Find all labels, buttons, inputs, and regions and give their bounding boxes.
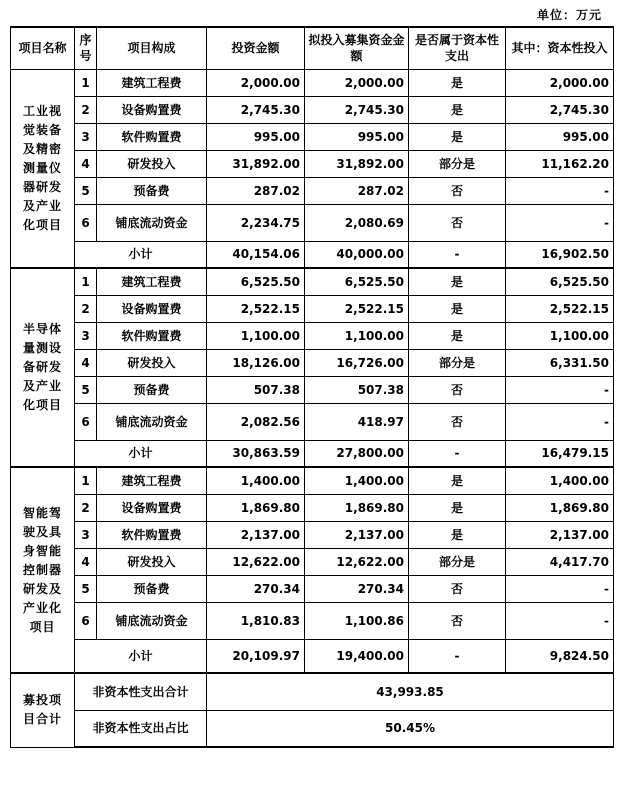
subtotal-label: 小计 [75,241,207,268]
row-capital: 否 [409,575,506,602]
row-investment: 2,745.30 [207,96,305,123]
header-seq: 序号 [75,27,97,69]
header-composition: 项目构成 [97,27,207,69]
row-seq: 1 [75,69,97,96]
row-item: 铺底流动资金 [97,204,207,241]
row-raised: 2,080.69 [305,204,409,241]
table-row [11,96,614,123]
table-row [11,204,614,241]
row-item: 软件购置费 [97,521,207,548]
row-capital-amount: - [506,575,614,602]
summary-total-label: 非资本性支出合计 [75,673,207,710]
row-investment: 507.38 [207,376,305,403]
row-capital-amount: - [506,403,614,440]
row-capital-amount: 2,745.30 [506,96,614,123]
row-seq: 4 [75,349,97,376]
row-seq: 6 [75,204,97,241]
row-raised: 2,137.00 [305,521,409,548]
row-investment: 2,082.56 [207,403,305,440]
row-raised: 1,400.00 [305,467,409,494]
row-seq: 4 [75,150,97,177]
row-capital-amount: 1,869.80 [506,494,614,521]
row-item: 设备购置费 [97,96,207,123]
row-item: 研发投入 [97,150,207,177]
row-capital: 是 [409,322,506,349]
row-capital-amount: - [506,204,614,241]
row-raised: 1,100.86 [305,602,409,639]
row-seq: 5 [75,575,97,602]
subtotal-row [11,639,614,673]
row-capital-amount: 1,400.00 [506,467,614,494]
row-seq: 2 [75,295,97,322]
subtotal-label: 小计 [75,440,207,467]
project-name: 智能驾驶及具身智能控制器研发及产业化项目 [11,467,75,673]
row-item: 研发投入 [97,548,207,575]
row-capital-amount: 995.00 [506,123,614,150]
header-capital: 是否属于资本性支出 [409,27,506,69]
row-seq: 3 [75,322,97,349]
row-investment: 1,869.80 [207,494,305,521]
row-capital-amount: 2,137.00 [506,521,614,548]
row-capital: 否 [409,376,506,403]
row-capital-amount: - [506,376,614,403]
subtotal-raised: 27,800.00 [305,440,409,467]
summary-total-value: 43,993.85 [207,673,614,710]
row-seq: 5 [75,177,97,204]
row-item: 设备购置费 [97,494,207,521]
row-raised: 418.97 [305,403,409,440]
row-item: 建筑工程费 [97,69,207,96]
row-seq: 3 [75,521,97,548]
subtotal-capital: - [409,639,506,673]
row-raised: 287.02 [305,177,409,204]
investment-table [10,26,614,748]
row-item: 预备费 [97,575,207,602]
row-item: 预备费 [97,177,207,204]
table-row [11,123,614,150]
table-row [11,150,614,177]
row-capital: 否 [409,177,506,204]
row-capital-amount: 2,522.15 [506,295,614,322]
row-item: 预备费 [97,376,207,403]
row-item: 研发投入 [97,349,207,376]
table-row [11,575,614,602]
summary-ratio-label: 非资本性支出占比 [75,710,207,747]
summary-ratio-value: 50.45% [207,710,614,747]
header-investment: 投资金额 [207,27,305,69]
subtotal-raised: 19,400.00 [305,639,409,673]
subtotal-investment: 40,154.06 [207,241,305,268]
row-capital: 是 [409,295,506,322]
row-capital-amount: 6,331.50 [506,349,614,376]
row-capital: 是 [409,96,506,123]
unit-label: 单位：万元 [536,8,602,22]
subtotal-investment: 30,863.59 [207,440,305,467]
row-seq: 2 [75,96,97,123]
row-investment: 6,525.50 [207,268,305,295]
table-row [11,322,614,349]
subtotal-capital: - [409,241,506,268]
row-raised: 2,000.00 [305,69,409,96]
row-investment: 1,100.00 [207,322,305,349]
row-seq: 6 [75,403,97,440]
row-raised: 12,622.00 [305,548,409,575]
row-capital: 部分是 [409,349,506,376]
row-item: 软件购置费 [97,322,207,349]
summary-name: 募投项目合计 [11,673,75,747]
table-row [11,403,614,440]
row-raised: 31,892.00 [305,150,409,177]
table-row [11,69,614,96]
row-capital: 否 [409,602,506,639]
row-raised: 2,522.15 [305,295,409,322]
row-investment: 31,892.00 [207,150,305,177]
row-investment: 12,622.00 [207,548,305,575]
row-capital: 否 [409,204,506,241]
row-raised: 270.34 [305,575,409,602]
row-capital-amount: 11,162.20 [506,150,614,177]
row-raised: 16,726.00 [305,349,409,376]
row-investment: 2,522.15 [207,295,305,322]
subtotal-capital-amount: 16,479.15 [506,440,614,467]
table-row [11,349,614,376]
project-name: 半导体量测设备研发及产业化项目 [11,268,75,467]
row-capital: 是 [409,467,506,494]
subtotal-row [11,440,614,467]
header-row [11,27,614,69]
summary-row-ratio [11,710,614,747]
row-investment: 2,000.00 [207,69,305,96]
row-capital-amount: 4,417.70 [506,548,614,575]
row-seq: 1 [75,467,97,494]
row-investment: 1,810.83 [207,602,305,639]
table-row [11,602,614,639]
row-capital: 部分是 [409,548,506,575]
table-row [11,295,614,322]
row-capital: 是 [409,521,506,548]
row-capital: 是 [409,268,506,295]
row-seq: 3 [75,123,97,150]
row-raised: 1,100.00 [305,322,409,349]
header-capital-amount: 其中：资本性投入 [506,27,614,69]
row-item: 铺底流动资金 [97,602,207,639]
row-seq: 4 [75,548,97,575]
project-name: 工业视觉装备及精密测量仪器研发及产业化项目 [11,69,75,268]
row-capital: 是 [409,69,506,96]
header-project-name: 项目名称 [11,27,75,69]
row-investment: 18,126.00 [207,349,305,376]
row-capital-amount: 2,000.00 [506,69,614,96]
row-item: 设备购置费 [97,295,207,322]
subtotal-investment: 20,109.97 [207,639,305,673]
table-row [11,521,614,548]
header-raised: 拟投入募集资金金额 [305,27,409,69]
subtotal-label: 小计 [75,639,207,673]
subtotal-raised: 40,000.00 [305,241,409,268]
row-seq: 6 [75,602,97,639]
row-capital-amount: 1,100.00 [506,322,614,349]
row-raised: 6,525.50 [305,268,409,295]
row-raised: 2,745.30 [305,96,409,123]
row-capital: 否 [409,403,506,440]
summary-row-total [11,673,614,710]
row-investment: 995.00 [207,123,305,150]
row-raised: 1,869.80 [305,494,409,521]
row-investment: 270.34 [207,575,305,602]
row-seq: 1 [75,268,97,295]
subtotal-row [11,241,614,268]
table-row [11,268,614,295]
row-raised: 507.38 [305,376,409,403]
table-row [11,376,614,403]
row-item: 铺底流动资金 [97,403,207,440]
row-capital: 是 [409,123,506,150]
row-item: 建筑工程费 [97,467,207,494]
table-row [11,467,614,494]
row-capital: 是 [409,494,506,521]
row-investment: 287.02 [207,177,305,204]
row-item: 软件购置费 [97,123,207,150]
subtotal-capital-amount: 16,902.50 [506,241,614,268]
row-item: 建筑工程费 [97,268,207,295]
subtotal-capital-amount: 9,824.50 [506,639,614,673]
row-investment: 2,234.75 [207,204,305,241]
row-raised: 995.00 [305,123,409,150]
row-capital-amount: 6,525.50 [506,268,614,295]
row-capital: 部分是 [409,150,506,177]
row-investment: 2,137.00 [207,521,305,548]
subtotal-capital: - [409,440,506,467]
row-capital-amount: - [506,602,614,639]
table-row [11,548,614,575]
row-capital-amount: - [506,177,614,204]
row-seq: 5 [75,376,97,403]
row-investment: 1,400.00 [207,467,305,494]
row-seq: 2 [75,494,97,521]
table-row [11,177,614,204]
table-row [11,494,614,521]
